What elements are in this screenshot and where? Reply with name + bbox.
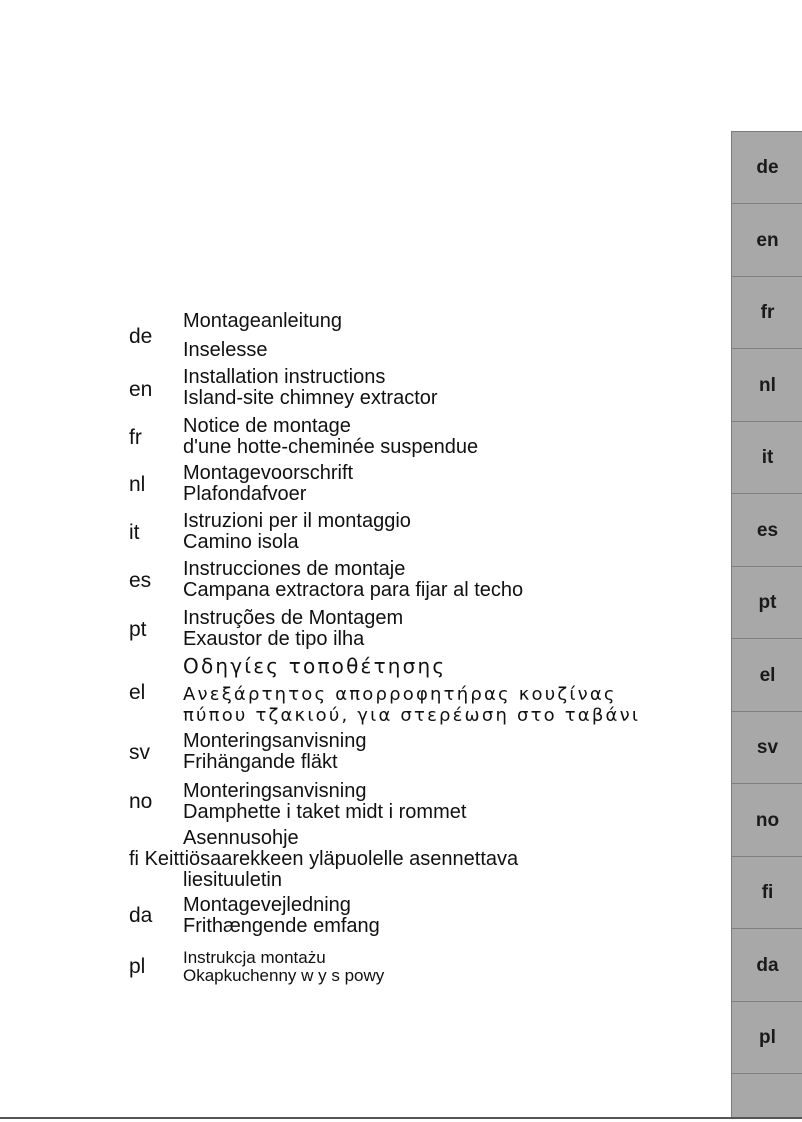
title-sv-2: Frihängande fläkt bbox=[183, 751, 338, 773]
title-da-1: Montagevejledning bbox=[183, 894, 351, 916]
title-fi-2: Keittiösaarekkeen yläpuolelle asennettava bbox=[144, 848, 519, 870]
title-no-1: Monteringsanvisning bbox=[183, 780, 367, 802]
title-fi-3: liesituuletin bbox=[183, 869, 282, 891]
tab-pt[interactable]: pt bbox=[732, 567, 802, 639]
lang-code-es: es bbox=[129, 569, 152, 592]
lang-code-nl: nl bbox=[129, 473, 146, 496]
lang-code-en: en bbox=[129, 378, 153, 401]
tab-el[interactable]: el bbox=[732, 640, 802, 712]
lang-code-de: de bbox=[129, 325, 153, 348]
tab-sv[interactable]: sv bbox=[732, 712, 802, 784]
tab-de[interactable]: de bbox=[732, 132, 802, 204]
title-es-1: Instrucciones de montaje bbox=[183, 558, 406, 580]
title-el-3: πύπου τζακιού, για στερέωση στο ταβάνι bbox=[183, 705, 641, 726]
tab-pl[interactable]: pl bbox=[732, 1002, 802, 1074]
tab-es[interactable]: es bbox=[732, 495, 802, 567]
title-da-2: Frithængende emfang bbox=[183, 915, 380, 937]
title-pt-2: Exaustor de tipo ilha bbox=[183, 628, 365, 650]
tab-en[interactable]: en bbox=[732, 205, 802, 277]
tab-nl[interactable]: nl bbox=[732, 350, 802, 422]
title-fi-1: Asennusohje bbox=[183, 827, 299, 849]
title-el-2: Ανεξάρτητος απορροφητήρας κουζίνας bbox=[183, 684, 617, 705]
fi-row bbox=[129, 848, 518, 870]
lang-code-fr: fr bbox=[129, 426, 142, 449]
title-it-1: Istruzioni per il montaggio bbox=[183, 510, 411, 532]
title-it-2: Camino isola bbox=[183, 531, 299, 553]
bottom-rule bbox=[0, 1117, 802, 1119]
title-fr-2: d'une hotte-cheminée suspendue bbox=[183, 436, 479, 458]
title-en-2: Island-site chimney extractor bbox=[183, 387, 438, 409]
title-sv-1: Monteringsanvisning bbox=[183, 730, 367, 752]
tab-it[interactable]: it bbox=[732, 422, 802, 494]
title-pt-1: Instruções de Montagem bbox=[183, 607, 404, 629]
lang-code-sv: sv bbox=[129, 741, 150, 764]
title-pl-1: Instrukcja montażu bbox=[183, 948, 326, 967]
title-fr-1: Notice de montage bbox=[183, 415, 351, 437]
title-nl-1: Montagevoorschrift bbox=[183, 462, 354, 484]
title-es-2: Campana extractora para fijar al techo bbox=[183, 579, 524, 601]
title-no-2: Damphette i taket midt i rommet bbox=[183, 801, 467, 823]
title-pl-2: Okapkuchenny w y s powy bbox=[183, 966, 385, 985]
lang-code-da: da bbox=[129, 904, 153, 927]
tab-fr[interactable]: fr bbox=[732, 277, 802, 349]
title-de-1: Montageanleitung bbox=[183, 310, 343, 332]
lang-code-no: no bbox=[129, 790, 153, 813]
lang-code-pt: pt bbox=[129, 618, 147, 641]
title-de-2: Inselesse bbox=[183, 339, 268, 361]
language-tab-strip bbox=[731, 131, 802, 1117]
lang-code-fi: fi bbox=[129, 848, 139, 870]
lang-code-pl: pl bbox=[129, 955, 146, 978]
lang-code-el: el bbox=[129, 681, 146, 704]
tab-no[interactable]: no bbox=[732, 785, 802, 857]
lang-code-it: it bbox=[129, 521, 140, 544]
tab-fi[interactable]: fi bbox=[732, 857, 802, 929]
title-en-1: Installation instructions bbox=[183, 366, 386, 388]
tab-da[interactable]: da bbox=[732, 930, 802, 1002]
title-el-1: Οδηγίες τοποθέτησης bbox=[183, 654, 447, 678]
title-nl-2: Plafondafvoer bbox=[183, 483, 307, 505]
